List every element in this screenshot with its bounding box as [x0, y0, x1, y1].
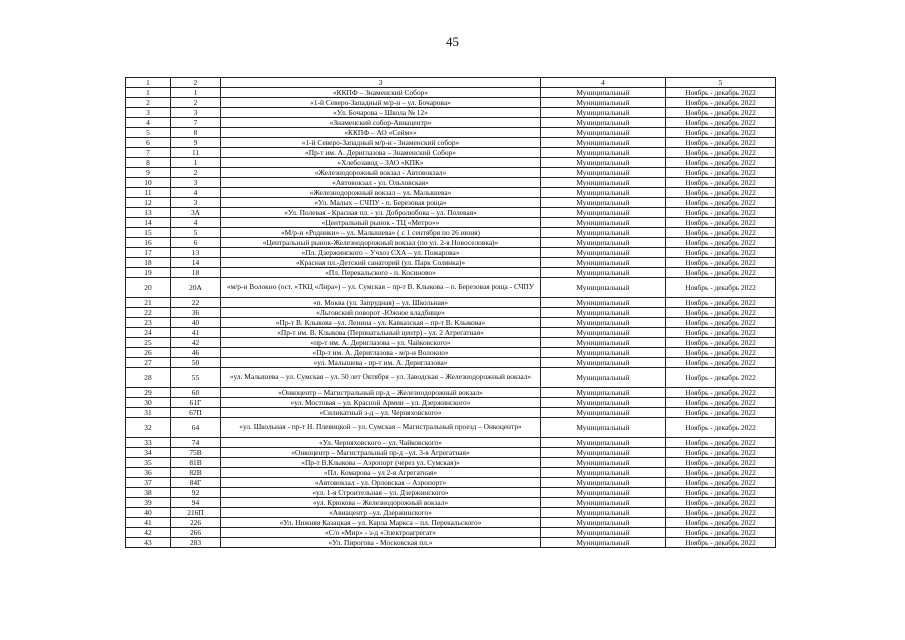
route-type-cell: Муниципальный — [541, 508, 666, 518]
route-number-cell: 3А — [171, 208, 221, 218]
route-number-cell: 60 — [171, 388, 221, 398]
route-type-cell: Муниципальный — [541, 238, 666, 248]
period-cell: Ноябрь - декабрь 2022 — [666, 468, 776, 478]
route-path-cell: «ул. Мостовая – ул. Красной Армии – ул. Дзержинского» — [221, 398, 541, 408]
route-path-cell: «ул. Крюкова – Железнодорожный вокзал» — [221, 498, 541, 508]
route-path-cell: «Центральный рынок - ТЦ «Метро»» — [221, 218, 541, 228]
row-number-cell: 28 — [126, 368, 171, 388]
route-type-cell: Муниципальный — [541, 158, 666, 168]
period-cell: Ноябрь - декабрь 2022 — [666, 498, 776, 508]
header-row — [126, 78, 776, 88]
route-type-cell: Муниципальный — [541, 338, 666, 348]
table-row — [126, 388, 776, 398]
period-cell: Ноябрь - декабрь 2022 — [666, 248, 776, 258]
route-type-cell: Муниципальный — [541, 278, 666, 298]
page-number: 45 — [446, 34, 459, 49]
route-type-cell: Муниципальный — [541, 118, 666, 128]
route-number-cell: 61Г — [171, 398, 221, 408]
period-cell: Ноябрь - декабрь 2022 — [666, 208, 776, 218]
period-cell: Ноябрь - декабрь 2022 — [666, 348, 776, 358]
period-cell: Ноябрь - декабрь 2022 — [666, 178, 776, 188]
period-cell: Ноябрь - декабрь 2022 — [666, 398, 776, 408]
route-number-cell: 82В — [171, 468, 221, 478]
header-cell-1: 1 — [126, 78, 171, 88]
route-type-cell: Муниципальный — [541, 358, 666, 368]
row-number-cell: 26 — [126, 348, 171, 358]
table-row — [126, 338, 776, 348]
route-number-cell: 266 — [171, 528, 221, 538]
route-path-cell: «ул. Малышева - пр-т им. А. Дериглазова» — [221, 358, 541, 368]
table-row — [126, 478, 776, 488]
row-number-cell: 19 — [126, 268, 171, 278]
header-cell-5: 5 — [666, 78, 776, 88]
row-number-cell: 15 — [126, 228, 171, 238]
period-cell: Ноябрь - декабрь 2022 — [666, 138, 776, 148]
row-number-cell: 10 — [126, 178, 171, 188]
route-type-cell: Муниципальный — [541, 198, 666, 208]
table-row — [126, 228, 776, 238]
table-row — [126, 88, 776, 98]
period-cell: Ноябрь - декабрь 2022 — [666, 528, 776, 538]
row-number-cell: 35 — [126, 458, 171, 468]
route-type-cell: Муниципальный — [541, 468, 666, 478]
route-path-cell: «ККПФ – АО «Сейм»» — [221, 128, 541, 138]
row-number-cell: 39 — [126, 498, 171, 508]
table-row — [126, 318, 776, 328]
period-cell: Ноябрь - декабрь 2022 — [666, 328, 776, 338]
route-type-cell: Муниципальный — [541, 128, 666, 138]
route-path-cell: «Центральный рынок-Железнодорожный вокзал (по ул. 2-я Новоселовка)» — [221, 238, 541, 248]
table-row — [126, 438, 776, 448]
route-path-cell: «Ул. Малых – СЧПУ - п. Березовая роща» — [221, 198, 541, 208]
table-row — [126, 258, 776, 268]
route-type-cell: Муниципальный — [541, 308, 666, 318]
period-cell: Ноябрь - декабрь 2022 — [666, 128, 776, 138]
route-number-cell: 4 — [171, 188, 221, 198]
route-number-cell: 64 — [171, 418, 221, 438]
route-path-cell: «Железнодорожный вокзал – ул. Малышева» — [221, 188, 541, 198]
period-cell: Ноябрь - декабрь 2022 — [666, 358, 776, 368]
route-path-cell: «ККПФ – Знаменский Собор» — [221, 88, 541, 98]
period-cell: Ноябрь - декабрь 2022 — [666, 418, 776, 438]
table-row — [126, 268, 776, 278]
table-row — [126, 498, 776, 508]
route-number-cell: 216П — [171, 508, 221, 518]
table-row — [126, 398, 776, 408]
route-type-cell: Муниципальный — [541, 418, 666, 438]
route-path-cell: «п. Моква (ул. Запрудная) – ул. Школьная» — [221, 298, 541, 308]
route-path-cell: «Пр-т им. А. Дериглазова - м/р-н Волокно» — [221, 348, 541, 358]
route-path-cell: «Онкоцентр – Магистральный пр-д – Железнодорожный вокзал» — [221, 388, 541, 398]
row-number-cell: 29 — [126, 388, 171, 398]
row-number-cell: 3 — [126, 108, 171, 118]
table-row — [126, 518, 776, 528]
row-number-cell: 7 — [126, 148, 171, 158]
table-row — [126, 408, 776, 418]
route-number-cell: 3 — [171, 178, 221, 188]
route-number-cell: 11 — [171, 148, 221, 158]
table-row — [126, 458, 776, 468]
period-cell: Ноябрь - декабрь 2022 — [666, 438, 776, 448]
route-type-cell: Муниципальный — [541, 98, 666, 108]
period-cell: Ноябрь - декабрь 2022 — [666, 338, 776, 348]
header-cell-2: 2 — [171, 78, 221, 88]
route-type-cell: Муниципальный — [541, 448, 666, 458]
table-row — [126, 308, 776, 318]
period-cell: Ноябрь - декабрь 2022 — [666, 318, 776, 328]
route-number-cell: 1 — [171, 88, 221, 98]
route-type-cell: Муниципальный — [541, 408, 666, 418]
period-cell: Ноябрь - декабрь 2022 — [666, 478, 776, 488]
route-path-cell: «Пл. Дзержинского – Учхоз СХА – ул. Пожарова» — [221, 248, 541, 258]
route-number-cell: 41 — [171, 328, 221, 338]
route-number-cell: 3 — [171, 108, 221, 118]
table-row — [126, 208, 776, 218]
route-number-cell: 84Г — [171, 478, 221, 488]
period-cell: Ноябрь - декабрь 2022 — [666, 198, 776, 208]
row-number-cell: 18 — [126, 258, 171, 268]
period-cell: Ноябрь - декабрь 2022 — [666, 408, 776, 418]
row-number-cell: 30 — [126, 398, 171, 408]
table-row — [126, 298, 776, 308]
route-type-cell: Муниципальный — [541, 518, 666, 528]
row-number-cell: 13 — [126, 208, 171, 218]
route-number-cell: 18 — [171, 268, 221, 278]
period-cell: Ноябрь - декабрь 2022 — [666, 488, 776, 498]
route-path-cell: «Ул. Черняховского – ул. Чайковского» — [221, 438, 541, 448]
table-row — [126, 198, 776, 208]
row-number-cell: 1 — [126, 88, 171, 98]
route-path-cell: «Пр-т им. А. Дериглазова – Знаменский Собор» — [221, 148, 541, 158]
table-row — [126, 178, 776, 188]
route-path-cell: «Пр-т В. Клыкова –ул. Ленина - ул. Кавказская – пр-т В. Клыкова» — [221, 318, 541, 328]
table-row — [126, 488, 776, 498]
route-path-cell: «Авиацентр –ул. Дзержинского» — [221, 508, 541, 518]
route-number-cell: 67П — [171, 408, 221, 418]
route-number-cell: 5 — [171, 228, 221, 238]
period-cell: Ноябрь - декабрь 2022 — [666, 118, 776, 128]
route-type-cell: Муниципальный — [541, 218, 666, 228]
row-number-cell: 38 — [126, 488, 171, 498]
route-number-cell: 7 — [171, 118, 221, 128]
table-row — [126, 538, 776, 548]
route-path-cell: «1-й Северо-Западный м/р-н – ул. Бочарова» — [221, 98, 541, 108]
period-cell: Ноябрь - декабрь 2022 — [666, 268, 776, 278]
route-number-cell: 3 — [171, 198, 221, 208]
route-type-cell: Муниципальный — [541, 368, 666, 388]
row-number-cell: 23 — [126, 318, 171, 328]
route-path-cell: «Красная пл.-Детский санаторий (ул. Парк Солянка)» — [221, 258, 541, 268]
route-path-cell: «С/о «Мир» - з-д «Электроагрегат» — [221, 528, 541, 538]
route-type-cell: Муниципальный — [541, 108, 666, 118]
row-number-cell: 6 — [126, 138, 171, 148]
route-number-cell: 81В — [171, 458, 221, 468]
period-cell: Ноябрь - декабрь 2022 — [666, 508, 776, 518]
route-type-cell: Муниципальный — [541, 298, 666, 308]
table-row — [126, 118, 776, 128]
route-path-cell: «Автовокзал - ул. Орловская – Аэропорт» — [221, 478, 541, 488]
route-number-cell: 40 — [171, 318, 221, 328]
row-number-cell: 42 — [126, 528, 171, 538]
route-number-cell: 283 — [171, 538, 221, 548]
period-cell: Ноябрь - декабрь 2022 — [666, 298, 776, 308]
row-number-cell: 9 — [126, 168, 171, 178]
route-path-cell: «ул. 1-я Строительная – ул. Дзержинского» — [221, 488, 541, 498]
row-number-cell: 37 — [126, 478, 171, 488]
routes-table — [125, 77, 776, 548]
route-path-cell: «Льговский поворот -Южное кладбище» — [221, 308, 541, 318]
period-cell: Ноябрь - декабрь 2022 — [666, 218, 776, 228]
route-number-cell: 36 — [171, 308, 221, 318]
route-type-cell: Муниципальный — [541, 438, 666, 448]
period-cell: Ноябрь - декабрь 2022 — [666, 188, 776, 198]
period-cell: Ноябрь - декабрь 2022 — [666, 368, 776, 388]
route-path-cell: «Ул. Нижняя Казацкая – ул. Карла Маркса – пл. Перекальского» — [221, 518, 541, 528]
row-number-cell: 5 — [126, 128, 171, 138]
row-number-cell: 34 — [126, 448, 171, 458]
row-number-cell: 33 — [126, 438, 171, 448]
route-path-cell: «пр-т им. А. Дериглазова – ул. Чайковского» — [221, 338, 541, 348]
route-number-cell: 20А — [171, 278, 221, 298]
route-type-cell: Муниципальный — [541, 318, 666, 328]
route-type-cell: Муниципальный — [541, 458, 666, 468]
row-number-cell: 41 — [126, 518, 171, 528]
route-type-cell: Муниципальный — [541, 498, 666, 508]
route-path-cell: «м/р-н Волокно (ост. «ТКЦ «Лира») – ул. Сумская – пр-т В. Клыкова – п. Березовая роща - СЧПУ — [221, 278, 541, 298]
table-row — [126, 108, 776, 118]
route-number-cell: 50 — [171, 358, 221, 368]
route-number-cell: 9 — [171, 138, 221, 148]
period-cell: Ноябрь - декабрь 2022 — [666, 238, 776, 248]
table-row — [126, 368, 776, 388]
row-number-cell: 43 — [126, 538, 171, 548]
route-type-cell: Муниципальный — [541, 388, 666, 398]
table-row — [126, 138, 776, 148]
period-cell: Ноябрь - декабрь 2022 — [666, 278, 776, 298]
route-path-cell: «ул. Школьная - пр-т Н. Плевицкой – ул. Сумская – Магистральный проезд – Онкоцентр» — [221, 418, 541, 438]
route-type-cell: Муниципальный — [541, 178, 666, 188]
route-type-cell: Муниципальный — [541, 398, 666, 408]
route-type-cell: Муниципальный — [541, 208, 666, 218]
table-row — [126, 418, 776, 438]
period-cell: Ноябрь - декабрь 2022 — [666, 258, 776, 268]
route-number-cell: 74 — [171, 438, 221, 448]
route-path-cell: «Пр-т им. В. Клыкова (Перинатальный центр) - ул. 2 Агрегатная» — [221, 328, 541, 338]
period-cell: Ноябрь - декабрь 2022 — [666, 168, 776, 178]
route-type-cell: Муниципальный — [541, 88, 666, 98]
route-path-cell: «Онкоцентр – Магистральный пр-д –ул. 3-я Агрегатная» — [221, 448, 541, 458]
period-cell: Ноябрь - декабрь 2022 — [666, 388, 776, 398]
table-row — [126, 158, 776, 168]
route-type-cell: Муниципальный — [541, 348, 666, 358]
route-type-cell: Муниципальный — [541, 138, 666, 148]
route-path-cell: «ул. Малышева – ул. Сумская – ул. 50 лет Октября – ул. Заводская – Железнодорожный вокзал» — [221, 368, 541, 388]
row-number-cell: 14 — [126, 218, 171, 228]
route-number-cell: 1 — [171, 158, 221, 168]
period-cell: Ноябрь - декабрь 2022 — [666, 98, 776, 108]
table-row — [126, 148, 776, 158]
route-type-cell: Муниципальный — [541, 488, 666, 498]
table-row — [126, 278, 776, 298]
table-row — [126, 348, 776, 358]
route-number-cell: 2 — [171, 168, 221, 178]
table-row — [126, 328, 776, 338]
route-type-cell: Муниципальный — [541, 168, 666, 178]
row-number-cell: 24 — [126, 328, 171, 338]
route-path-cell: «Ул. Полевая - Красная пл. - ул. Добролюбова – ул. Полевая» — [221, 208, 541, 218]
route-path-cell: «Пр-т В.Клыкова – Аэропорт (через ул. Сумская)» — [221, 458, 541, 468]
table-row — [126, 248, 776, 258]
table-row — [126, 238, 776, 248]
row-number-cell: 22 — [126, 308, 171, 318]
route-type-cell: Муниципальный — [541, 268, 666, 278]
period-cell: Ноябрь - декабрь 2022 — [666, 448, 776, 458]
period-cell: Ноябрь - декабрь 2022 — [666, 458, 776, 468]
header-cell-3: 3 — [221, 78, 541, 88]
period-cell: Ноябрь - декабрь 2022 — [666, 108, 776, 118]
table-row — [126, 188, 776, 198]
row-number-cell: 12 — [126, 198, 171, 208]
row-number-cell: 8 — [126, 158, 171, 168]
table-row — [126, 168, 776, 178]
period-cell: Ноябрь - декабрь 2022 — [666, 88, 776, 98]
route-type-cell: Муниципальный — [541, 148, 666, 158]
table-row — [126, 358, 776, 368]
route-path-cell: «Ул. Пирогова - Московская пл.» — [221, 538, 541, 548]
route-type-cell: Муниципальный — [541, 228, 666, 238]
row-number-cell: 2 — [126, 98, 171, 108]
route-type-cell: Муниципальный — [541, 188, 666, 198]
route-type-cell: Муниципальный — [541, 258, 666, 268]
route-number-cell: 42 — [171, 338, 221, 348]
table-row — [126, 218, 776, 228]
table-row — [126, 528, 776, 538]
row-number-cell: 36 — [126, 468, 171, 478]
period-cell: Ноябрь - декабрь 2022 — [666, 308, 776, 318]
routes-table-body — [126, 78, 776, 548]
period-cell: Ноябрь - декабрь 2022 — [666, 158, 776, 168]
table-row — [126, 98, 776, 108]
route-path-cell: «Хлебозавод – ЗАО «КПК» — [221, 158, 541, 168]
route-path-cell: «М/р-н «Родники» – ул. Малышева» ( с 1 сентября по 26 июня) — [221, 228, 541, 238]
route-path-cell: «Силикатный з-д – ул. Черняховского» — [221, 408, 541, 418]
route-number-cell: 55 — [171, 368, 221, 388]
route-number-cell: 6 — [171, 238, 221, 248]
route-number-cell: 2 — [171, 98, 221, 108]
route-path-cell: «Пл. Перекальского - п. Косиново» — [221, 268, 541, 278]
row-number-cell: 16 — [126, 238, 171, 248]
row-number-cell: 27 — [126, 358, 171, 368]
route-path-cell: «Знаменский собор-Авиацентр» — [221, 118, 541, 128]
period-cell: Ноябрь - декабрь 2022 — [666, 228, 776, 238]
route-number-cell: 92 — [171, 488, 221, 498]
route-number-cell: 4 — [171, 218, 221, 228]
row-number-cell: 17 — [126, 248, 171, 258]
row-number-cell: 21 — [126, 298, 171, 308]
route-number-cell: 8 — [171, 128, 221, 138]
row-number-cell: 25 — [126, 338, 171, 348]
route-number-cell: 75В — [171, 448, 221, 458]
row-number-cell: 4 — [126, 118, 171, 128]
route-path-cell: «Пл. Комарова – ул 2-я Агрегатная» — [221, 468, 541, 478]
route-number-cell: 22 — [171, 298, 221, 308]
route-type-cell: Муниципальный — [541, 328, 666, 338]
route-number-cell: 226 — [171, 518, 221, 528]
route-type-cell: Муниципальный — [541, 538, 666, 548]
period-cell: Ноябрь - декабрь 2022 — [666, 538, 776, 548]
table-row — [126, 508, 776, 518]
route-type-cell: Муниципальный — [541, 248, 666, 258]
route-number-cell: 94 — [171, 498, 221, 508]
row-number-cell: 31 — [126, 408, 171, 418]
row-number-cell: 20 — [126, 278, 171, 298]
route-number-cell: 13 — [171, 248, 221, 258]
header-cell-4: 4 — [541, 78, 666, 88]
table-row — [126, 468, 776, 478]
route-number-cell: 14 — [171, 258, 221, 268]
route-type-cell: Муниципальный — [541, 478, 666, 488]
route-path-cell: «1-й Северо-Западный м/р-н - Знаменский собор» — [221, 138, 541, 148]
row-number-cell: 11 — [126, 188, 171, 198]
table-row — [126, 448, 776, 458]
route-path-cell: «Ул. Бочарова – Школа № 12» — [221, 108, 541, 118]
row-number-cell: 40 — [126, 508, 171, 518]
route-number-cell: 46 — [171, 348, 221, 358]
table-row — [126, 128, 776, 138]
route-path-cell: «Железнодорожный вокзал - Автовокзал» — [221, 168, 541, 178]
period-cell: Ноябрь - декабрь 2022 — [666, 518, 776, 528]
row-number-cell: 32 — [126, 418, 171, 438]
period-cell: Ноябрь - декабрь 2022 — [666, 148, 776, 158]
route-type-cell: Муниципальный — [541, 528, 666, 538]
route-path-cell: «Автовокзал - ул. Ольховская» — [221, 178, 541, 188]
